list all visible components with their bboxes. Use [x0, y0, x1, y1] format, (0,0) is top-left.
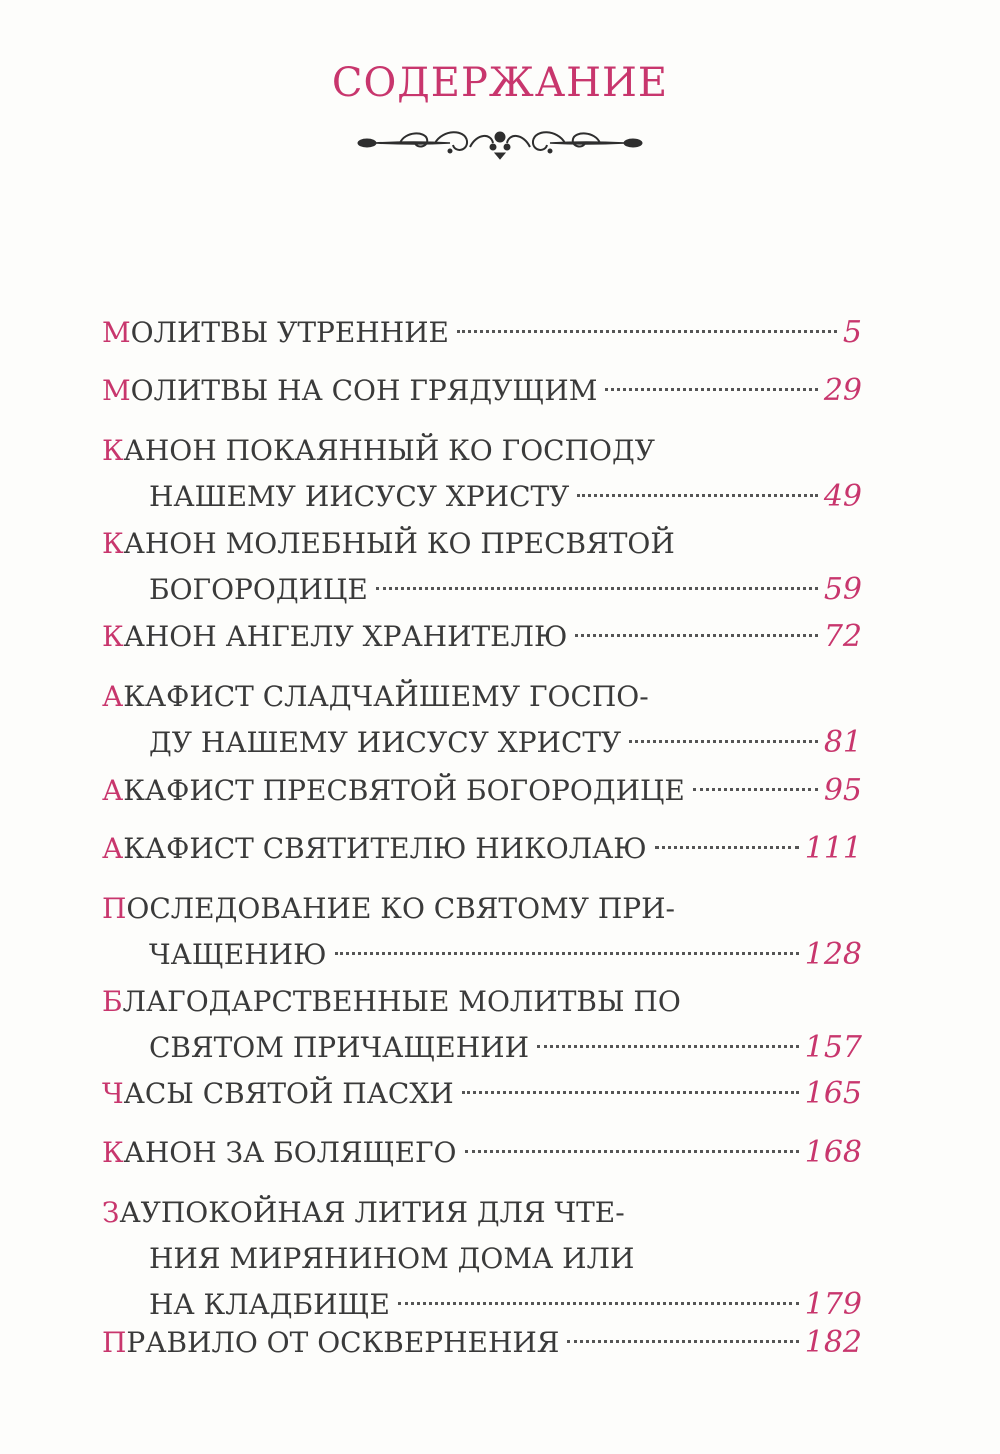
toc-entry-text: [102, 892, 675, 925]
dot-leader: [462, 1091, 799, 1094]
toc-entry-title: АНОН МОЛЕБНЫЙ КО ПРЕСВЯТОЙ: [123, 527, 675, 560]
toc-page-number: 165: [804, 1076, 862, 1111]
toc-page-number: 179: [804, 1287, 862, 1322]
toc-entry-text: [149, 1242, 634, 1275]
toc-entry-text: [102, 1196, 625, 1229]
toc-entry-title: ОЛИТВЫ УТРЕННИЕ: [130, 316, 449, 349]
toc-entry-line: [149, 932, 862, 978]
toc-entry-line: [149, 567, 862, 613]
toc-entry-title: АУПОКОЙНАЯ ЛИТИЯ ДЛЯ ЧТЕ-: [119, 1196, 625, 1229]
toc-page-number: 168: [804, 1135, 862, 1170]
dot-leader: [457, 330, 837, 333]
toc-entry-text: [102, 368, 597, 414]
toc-entry-line: [102, 1320, 862, 1366]
toc-entry-line: [149, 720, 862, 766]
toc-entry-initial: М: [102, 316, 131, 349]
toc-entry-initial: А: [102, 774, 124, 807]
toc-entry-title: ЛАГОДАРСТВЕННЫЕ МОЛИТВЫ ПО: [122, 985, 681, 1018]
dot-leader: [605, 388, 817, 391]
toc-page-number: 49: [823, 479, 862, 514]
toc-entry-initial: П: [102, 892, 127, 925]
toc-entry-title: БОГОРОДИЦЕ: [149, 573, 368, 606]
toc-entry-line: [102, 614, 862, 660]
toc-entry-line: [102, 310, 862, 356]
dot-leader: [655, 846, 799, 849]
toc-entry-text: [102, 1320, 559, 1366]
toc-entry-line: [102, 674, 862, 720]
dot-leader: [577, 494, 817, 497]
toc-entry-title: НА КЛАДБИЩЕ: [149, 1288, 390, 1321]
toc-entry-title: РАВИЛО ОТ ОСКВЕРНЕНИЯ: [126, 1326, 560, 1359]
toc-entry-initial: Ч: [102, 1077, 124, 1110]
toc-entry-line: [102, 1190, 862, 1236]
dot-leader: [575, 634, 817, 637]
toc-page-number: 5: [842, 315, 862, 350]
toc-page-number: 157: [804, 1030, 862, 1065]
ornament-divider-icon: [355, 125, 645, 161]
toc-entry-text: [102, 768, 685, 814]
toc-entry-line: [102, 768, 862, 814]
toc-entry-text: [149, 932, 327, 978]
toc-entry-title: ЧАЩЕНИЮ: [149, 938, 327, 971]
toc-page-number: 128: [804, 937, 862, 972]
toc-entry-title: ДУ НАШЕМУ ИИСУСУ ХРИСТУ: [149, 726, 622, 759]
toc-entry-initial: К: [102, 527, 124, 560]
toc-entry-title: ОСЛЕДОВАНИЕ КО СВЯТОМУ ПРИ-: [126, 892, 675, 925]
toc-page-number: 182: [804, 1325, 862, 1360]
toc-page-number: 81: [823, 725, 862, 760]
toc-entry-title: НАШЕМУ ИИСУСУ ХРИСТУ: [149, 480, 570, 513]
toc-entry-title: КАФИСТ ПРЕСВЯТОЙ БОГОРОДИЦЕ: [123, 774, 685, 807]
toc-entry-line: [149, 1025, 862, 1071]
toc-entry-initial: А: [102, 832, 124, 865]
toc-entry-text: [102, 614, 567, 660]
toc-entry-line: [102, 979, 862, 1025]
toc-page-number: 95: [823, 773, 862, 808]
dot-leader: [693, 788, 818, 791]
toc-entry-title: КАФИСТ СВЯТИТЕЛЮ НИКОЛАЮ: [123, 832, 647, 865]
toc-entry-text: [149, 1025, 529, 1071]
toc-entry-text: [102, 434, 655, 467]
toc-entry-title: АСЫ СВЯТОЙ ПАСХИ: [123, 1077, 454, 1110]
toc-entry-text: [102, 527, 675, 560]
toc-page-number: 29: [823, 373, 862, 408]
dot-leader: [398, 1302, 799, 1305]
toc-entry-text: [149, 720, 621, 766]
toc-entry-initial: К: [102, 434, 124, 467]
toc-entry-line: [102, 521, 862, 567]
toc-entry-title: АНОН АНГЕЛУ ХРАНИТЕЛЮ: [123, 620, 568, 653]
toc-page-number: 59: [823, 572, 862, 607]
toc-entry-text: [102, 310, 449, 356]
toc-entry-line: [149, 1236, 862, 1282]
toc-entry-title: ОЛИТВЫ НА СОН ГРЯДУЩИМ: [130, 374, 598, 407]
toc-entry-text: [102, 1071, 454, 1117]
toc-entry-line: [102, 826, 862, 872]
toc-entry-text: [102, 1130, 457, 1176]
dot-leader: [537, 1045, 799, 1048]
page-title: СОДЕРЖАНИЕ: [331, 60, 669, 106]
toc-entry-line: [102, 428, 862, 474]
toc-entry-text: [149, 567, 368, 613]
toc-entry-initial: А: [102, 680, 124, 713]
dot-leader: [629, 740, 818, 743]
toc-page-number: 72: [823, 619, 862, 654]
toc-entry-initial: М: [102, 374, 131, 407]
toc-entry-initial: Б: [102, 985, 123, 1018]
toc-entry-title: КАФИСТ СЛАДЧАЙШЕМУ ГОСПО-: [123, 680, 649, 713]
toc-entry-text: [102, 826, 647, 872]
toc-entry-title: АНОН ПОКАЯННЫЙ КО ГОСПОДУ: [123, 434, 655, 467]
toc-entry-title: НИЯ МИРЯНИНОМ ДОМА ИЛИ: [149, 1242, 635, 1275]
dot-leader: [465, 1150, 799, 1153]
toc-entry-line: [102, 1130, 862, 1176]
dot-leader: [376, 587, 818, 590]
toc-entry-text: [149, 474, 569, 520]
toc-entry-line: [102, 886, 862, 932]
toc-entry-line: [102, 368, 862, 414]
toc-page-number: 111: [804, 831, 862, 866]
dot-leader: [335, 952, 799, 955]
toc-entry-line: [102, 1071, 862, 1117]
toc-entry-initial: К: [102, 620, 124, 653]
toc-entry-line: [149, 474, 862, 520]
toc-entry-initial: К: [102, 1136, 124, 1169]
dot-leader: [567, 1340, 798, 1343]
toc-entry-title: СВЯТОМ ПРИЧАЩЕНИИ: [149, 1031, 529, 1064]
toc-entry-text: [102, 680, 649, 713]
toc-entry-initial: П: [102, 1326, 127, 1359]
toc-entry-initial: З: [102, 1196, 120, 1229]
toc-entry-title: АНОН ЗА БОЛЯЩЕГО: [123, 1136, 457, 1169]
toc-entry-text: [102, 985, 681, 1018]
